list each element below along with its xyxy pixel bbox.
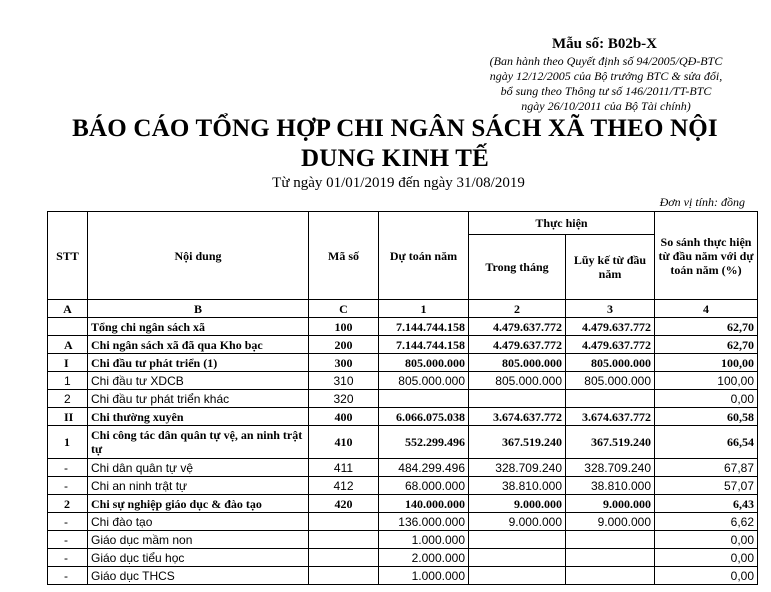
row-content: Giáo dục THCS xyxy=(88,567,309,585)
row-percent: 100,00 xyxy=(655,372,758,390)
row-in-month: 367.519.240 xyxy=(469,426,566,459)
column-letter: C xyxy=(309,300,379,318)
row-stt: - xyxy=(48,531,88,549)
row-budget: 140.000.000 xyxy=(379,495,469,513)
column-letter: 2 xyxy=(469,300,566,318)
row-content: Chi sự nghiệp giáo dục & đào tạo xyxy=(88,495,309,513)
report-title xyxy=(40,114,750,174)
header-in-month: Trong tháng xyxy=(469,235,566,300)
row-percent: 66,54 xyxy=(655,426,758,459)
row-code: 411 xyxy=(309,459,379,477)
row-budget: 805.000.000 xyxy=(379,354,469,372)
row-code: 300 xyxy=(309,354,379,372)
header-compare: So sánh thực hiện từ đầu năm với dự toán năm (%) xyxy=(655,212,758,300)
row-in-month: 4.479.637.772 xyxy=(469,336,566,354)
row-code: 310 xyxy=(309,372,379,390)
row-ytd xyxy=(566,390,655,408)
row-budget: 805.000.000 xyxy=(379,372,469,390)
row-ytd: 367.519.240 xyxy=(566,426,655,459)
report-period: Từ ngày 01/01/2019 đến ngày 31/08/2019 xyxy=(272,175,525,191)
header-actual: Thực hiện xyxy=(469,212,655,235)
row-content: Chi công tác dân quân tự vệ, an ninh trật tự xyxy=(88,426,309,459)
row-code: 100 xyxy=(309,318,379,336)
row-in-month: 4.479.637.772 xyxy=(469,318,566,336)
row-ytd xyxy=(566,531,655,549)
row-content: Chi an ninh trật tự xyxy=(88,477,309,495)
issuance-line: ngày 26/10/2011 của Bộ Tài chính) xyxy=(521,99,691,113)
row-stt: 2 xyxy=(48,390,88,408)
row-stt xyxy=(48,318,88,336)
row-ytd: 38.810.000 xyxy=(566,477,655,495)
table-row xyxy=(48,549,758,567)
currency-unit: Đơn vị tính: đồng xyxy=(659,195,745,209)
column-letter: A xyxy=(48,300,88,318)
row-in-month: 805.000.000 xyxy=(469,354,566,372)
row-stt: 1 xyxy=(48,372,88,390)
row-percent: 0,00 xyxy=(655,549,758,567)
row-stt: II xyxy=(48,408,88,426)
row-ytd: 9.000.000 xyxy=(566,495,655,513)
row-budget: 552.299.496 xyxy=(379,426,469,459)
row-content: Tổng chi ngân sách xã xyxy=(88,318,309,336)
report-title-line2: DUNG KINH TẾ xyxy=(300,145,490,172)
row-in-month: 9.000.000 xyxy=(469,513,566,531)
row-percent: 0,00 xyxy=(655,531,758,549)
row-percent: 6,43 xyxy=(655,495,758,513)
table-row xyxy=(48,390,758,408)
row-percent: 60,58 xyxy=(655,408,758,426)
row-code: 400 xyxy=(309,408,379,426)
header-budget: Dự toán năm xyxy=(379,212,469,300)
header-stt: STT xyxy=(48,212,88,300)
table-row xyxy=(48,372,758,390)
row-percent: 0,00 xyxy=(655,567,758,585)
row-ytd: 805.000.000 xyxy=(566,372,655,390)
row-content: Chi đầu tư phát triển (1) xyxy=(88,354,309,372)
row-content: Chi đào tạo xyxy=(88,513,309,531)
row-stt: 1 xyxy=(48,426,88,459)
row-budget: 1.000.000 xyxy=(379,567,469,585)
row-stt: - xyxy=(48,567,88,585)
table-row xyxy=(48,459,758,477)
table-row xyxy=(48,318,758,336)
report-title-line1: BÁO CÁO TỔNG HỢP CHI NGÂN SÁCH XÃ THEO NỘI xyxy=(72,115,718,142)
row-stt: - xyxy=(48,459,88,477)
row-percent: 62,70 xyxy=(655,318,758,336)
row-ytd xyxy=(566,567,655,585)
row-code: 320 xyxy=(309,390,379,408)
table-row xyxy=(48,513,758,531)
row-ytd xyxy=(566,549,655,567)
column-letter: B xyxy=(88,300,309,318)
row-budget: 7.144.744.158 xyxy=(379,318,469,336)
row-in-month: 38.810.000 xyxy=(469,477,566,495)
table-row xyxy=(48,426,758,459)
row-budget xyxy=(379,390,469,408)
table-row xyxy=(48,408,758,426)
row-percent: 57,07 xyxy=(655,477,758,495)
table-row xyxy=(48,495,758,513)
row-content: Chi đầu tư phát triển khác xyxy=(88,390,309,408)
column-letter: 4 xyxy=(655,300,758,318)
row-stt: A xyxy=(48,336,88,354)
row-percent: 100,00 xyxy=(655,354,758,372)
row-percent: 6,62 xyxy=(655,513,758,531)
row-content: Chi dân quân tự vệ xyxy=(88,459,309,477)
row-percent: 67,87 xyxy=(655,459,758,477)
row-in-month xyxy=(469,549,566,567)
row-content: Giáo dục mầm non xyxy=(88,531,309,549)
row-in-month: 3.674.637.772 xyxy=(469,408,566,426)
row-code: 410 xyxy=(309,426,379,459)
row-content: Giáo dục tiểu học xyxy=(88,549,309,567)
table-row xyxy=(48,336,758,354)
row-in-month: 805.000.000 xyxy=(469,372,566,390)
budget-report-table xyxy=(47,211,758,585)
row-budget: 136.000.000 xyxy=(379,513,469,531)
row-code: 200 xyxy=(309,336,379,354)
row-content: Chi đầu tư XDCB xyxy=(88,372,309,390)
row-ytd: 805.000.000 xyxy=(566,354,655,372)
row-stt: - xyxy=(48,513,88,531)
row-ytd: 328.709.240 xyxy=(566,459,655,477)
row-in-month xyxy=(469,390,566,408)
row-content: Chi ngân sách xã đã qua Kho bạc xyxy=(88,336,309,354)
column-letter: 1 xyxy=(379,300,469,318)
issuance-note xyxy=(470,54,742,114)
row-ytd: 9.000.000 xyxy=(566,513,655,531)
row-code xyxy=(309,567,379,585)
header-ytd: Lũy kế từ đầu năm xyxy=(566,235,655,300)
row-ytd: 4.479.637.772 xyxy=(566,318,655,336)
row-percent: 62,70 xyxy=(655,336,758,354)
column-letter: 3 xyxy=(566,300,655,318)
header-code: Mã số xyxy=(309,212,379,300)
row-budget: 2.000.000 xyxy=(379,549,469,567)
row-stt: - xyxy=(48,549,88,567)
issuance-line: ngày 12/12/2005 của Bộ trưởng BTC & sửa đổi, xyxy=(489,69,723,83)
header-content: Nội dung xyxy=(88,212,309,300)
row-budget: 68.000.000 xyxy=(379,477,469,495)
row-stt: 2 xyxy=(48,495,88,513)
row-code: 412 xyxy=(309,477,379,495)
row-in-month xyxy=(469,567,566,585)
table-row xyxy=(48,477,758,495)
row-stt: - xyxy=(48,477,88,495)
row-code xyxy=(309,549,379,567)
row-in-month: 328.709.240 xyxy=(469,459,566,477)
row-code xyxy=(309,513,379,531)
issuance-line: bổ sung theo Thông tư số 146/2011/TT-BTC xyxy=(500,84,712,98)
row-in-month xyxy=(469,531,566,549)
table-row xyxy=(48,354,758,372)
row-code xyxy=(309,531,379,549)
row-budget: 484.299.496 xyxy=(379,459,469,477)
row-code: 420 xyxy=(309,495,379,513)
row-content: Chi thường xuyên xyxy=(88,408,309,426)
row-budget: 6.066.075.038 xyxy=(379,408,469,426)
row-in-month: 9.000.000 xyxy=(469,495,566,513)
row-ytd: 4.479.637.772 xyxy=(566,336,655,354)
form-code: Mẫu số: B02b-X xyxy=(552,36,658,52)
row-ytd: 3.674.637.772 xyxy=(566,408,655,426)
issuance-line: (Ban hành theo Quyết định số 94/2005/QĐ-BTC xyxy=(489,54,723,68)
row-budget: 7.144.744.158 xyxy=(379,336,469,354)
row-stt: I xyxy=(48,354,88,372)
table-row xyxy=(48,531,758,549)
row-percent: 0,00 xyxy=(655,390,758,408)
row-budget: 1.000.000 xyxy=(379,531,469,549)
column-letter-row xyxy=(48,300,758,318)
table-row xyxy=(48,567,758,585)
